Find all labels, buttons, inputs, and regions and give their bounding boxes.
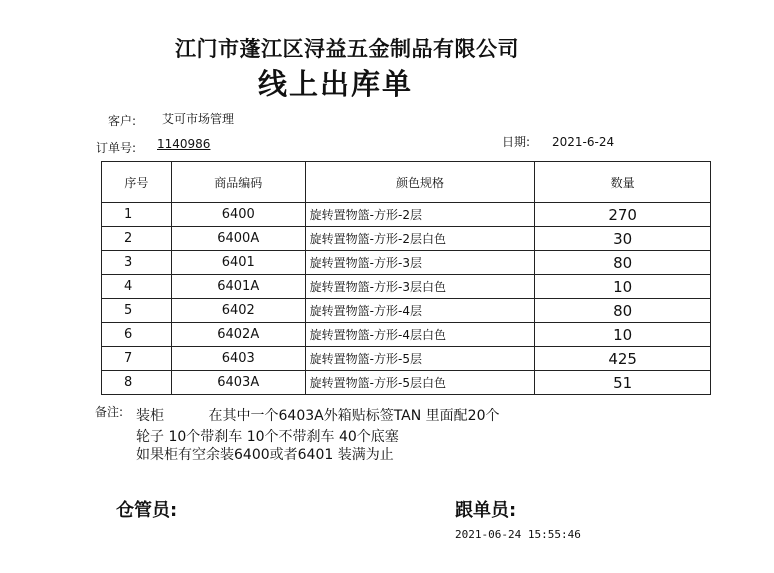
row-quantity: 270 (535, 203, 711, 227)
table-row (102, 347, 711, 371)
table-row (102, 203, 711, 227)
date-label: 日期: (502, 135, 531, 149)
warehouse-keeper-label: 仓管员: (116, 500, 178, 521)
row-index: 6 (102, 323, 172, 347)
row-index: 7 (102, 347, 172, 371)
remarks-line-1: 装柜 在其中一个6403A外箱贴标签TAN 里面配20个 (136, 408, 500, 424)
row-index: 5 (102, 299, 172, 323)
table-row (102, 251, 711, 275)
row-quantity: 10 (535, 275, 711, 299)
row-spec: 旋转置物篮-方形-5层白色 (305, 371, 535, 395)
row-spec: 旋转置物篮-方形-3层白色 (305, 275, 535, 299)
row-index: 3 (102, 251, 172, 275)
table-row (102, 371, 711, 395)
row-code: 6401 (171, 251, 305, 275)
table-row (102, 323, 711, 347)
row-code: 6402 (171, 299, 305, 323)
customer-label: 客户: (108, 114, 137, 128)
row-spec: 旋转置物篮-方形-2层白色 (305, 227, 535, 251)
row-spec: 旋转置物篮-方形-4层白色 (305, 323, 535, 347)
row-quantity: 51 (535, 371, 711, 395)
row-index: 8 (102, 371, 172, 395)
row-quantity: 80 (535, 299, 711, 323)
remarks-line-2: 轮子 10个带刹车 10个不带刹车 40个底塞 (136, 429, 399, 445)
row-index: 2 (102, 227, 172, 251)
print-timestamp: 2021-06-24 15:55:46 (455, 528, 581, 541)
header-code: 商品编码 (171, 162, 305, 203)
row-code: 6400A (171, 227, 305, 251)
row-spec: 旋转置物篮-方形-2层 (305, 203, 535, 227)
remarks-label: 备注: (95, 405, 124, 419)
row-spec: 旋转置物篮-方形-3层 (305, 251, 535, 275)
row-code: 6400 (171, 203, 305, 227)
row-code: 6403A (171, 371, 305, 395)
company-name: 江门市蓬江区浔益五金制品有限公司 (175, 37, 519, 61)
row-code: 6401A (171, 275, 305, 299)
order-follower-label: 跟单员: (455, 500, 517, 521)
document-title: 线上出库单 (258, 67, 414, 101)
row-spec: 旋转置物篮-方形-4层 (305, 299, 535, 323)
date-value: 2021-6-24 (552, 135, 615, 149)
row-quantity: 10 (535, 323, 711, 347)
row-index: 4 (102, 275, 172, 299)
customer-value: 艾可市场管理 (162, 112, 235, 126)
table-row (102, 227, 711, 251)
row-quantity: 80 (535, 251, 711, 275)
header-spec: 颜色规格 (305, 162, 535, 203)
header-index: 序号 (102, 162, 172, 203)
table-row (102, 299, 711, 323)
row-code: 6402A (171, 323, 305, 347)
row-code: 6403 (171, 347, 305, 371)
order-number-value: 1140986 (157, 137, 211, 151)
row-index: 1 (102, 203, 172, 227)
table-row (102, 275, 711, 299)
header-quantity: 数量 (535, 162, 711, 203)
row-quantity: 30 (535, 227, 711, 251)
row-quantity: 425 (535, 347, 711, 371)
remarks-line-3: 如果柜有空余装6400或者6401 装满为止 (136, 447, 394, 463)
table-header-row (102, 162, 711, 203)
row-spec: 旋转置物篮-方形-5层 (305, 347, 535, 371)
order-number-label: 订单号: (96, 141, 137, 155)
items-table (101, 161, 711, 395)
